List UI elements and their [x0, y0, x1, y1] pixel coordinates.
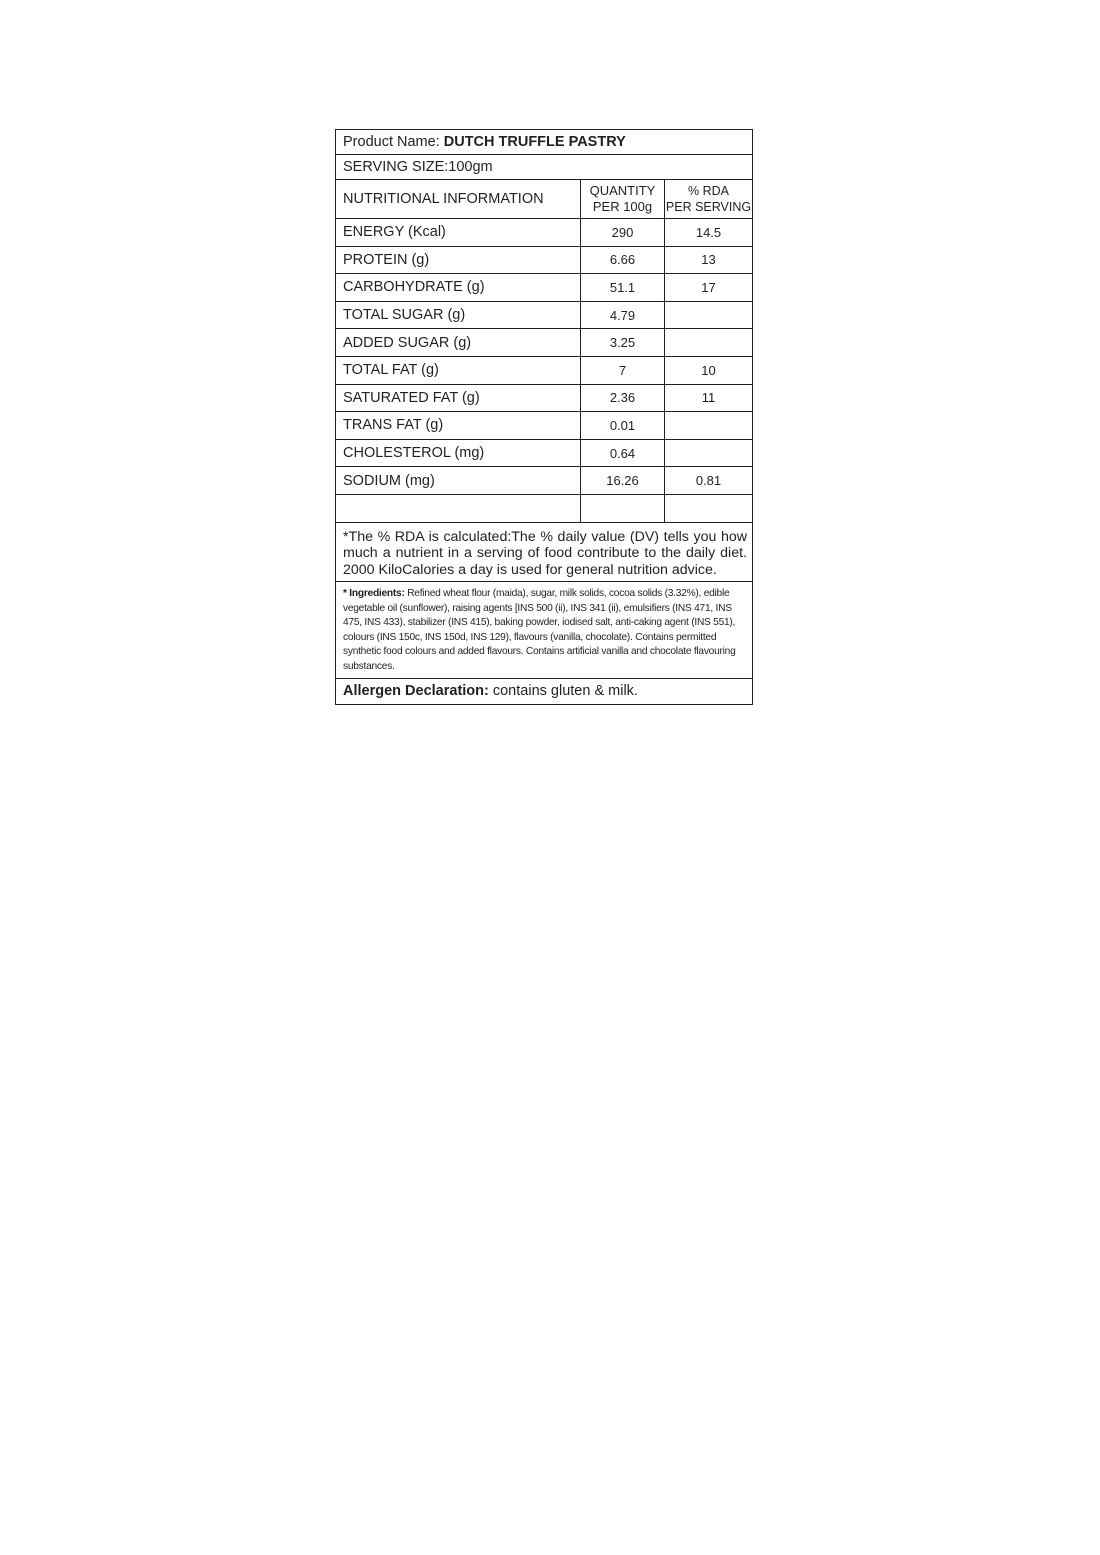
product-name-row: [336, 130, 752, 155]
nutrient-rda: [665, 495, 752, 522]
rda-header-line1: % RDA: [688, 184, 729, 198]
allergen-text: contains gluten & milk.: [488, 683, 638, 700]
table-row: [336, 247, 752, 275]
table-row: [336, 467, 752, 495]
nutrient-quantity: 51.1: [581, 274, 665, 301]
ingredients: [336, 582, 752, 678]
nutrient-name: TRANS FAT (g): [336, 412, 581, 439]
nutrient-rda: 11: [701, 390, 716, 406]
table-header-row: [336, 180, 752, 219]
table-row: [336, 495, 752, 523]
rda-header: [665, 180, 752, 218]
nutrient-name: ENERGY (Kcal): [336, 219, 581, 246]
nutrient-quantity: 0.01: [581, 412, 665, 439]
nutrient-quantity: 2.36: [581, 385, 665, 412]
rda-note-row: [336, 523, 752, 583]
product-name-value: DUTCH TRUFFLE PASTRY: [443, 134, 626, 150]
nutrient-name: CARBOHYDRATE (g): [336, 274, 581, 301]
table-row: [336, 357, 752, 385]
serving-size: SERVING SIZE:100gm: [343, 159, 493, 175]
nutrient-quantity: 7: [581, 357, 665, 384]
ingredients-row: [336, 582, 752, 679]
table-row: [336, 329, 752, 357]
nutrient-name: CHOLESTEROL (mg): [336, 440, 581, 467]
quantity-header: [581, 180, 665, 218]
nutritional-information-header: NUTRITIONAL INFORMATION: [336, 180, 581, 218]
product-name: [336, 130, 633, 154]
nutrient-name: SODIUM (mg): [336, 467, 581, 494]
nutrient-quantity: 6.66: [581, 247, 665, 274]
nutrient-rda: 10: [701, 362, 716, 378]
quantity-header-line2: PER 100g: [592, 199, 653, 214]
nutrition-label: [335, 129, 753, 705]
nutrient-quantity: 290: [581, 219, 665, 246]
table-row: [336, 412, 752, 440]
table-row: [336, 385, 752, 413]
quantity-header-line1: QUANTITY: [589, 183, 656, 198]
ingredients-label: * Ingredients:: [343, 588, 405, 600]
nutrient-rda: [665, 329, 752, 356]
nutrient-name: SATURATED FAT (g): [336, 385, 581, 412]
ingredients-text: Refined wheat flour (maida), sugar, milk solids, cocoa solids (3.32%), edible vegetable oil (sunflower), raising agents [INS 500 (ii), INS 341 (ii), emulsifiers (INS 471, INS 475, INS 433), stabilizer (INS 415), baking powder, iodised salt, anti-caking agent (INS 551), colours (INS 150c, INS 150d, INS 129), flavours (vanilla, chocolate). Contains permitted synthetic food colours and added flavours. Contains artificial vanilla and chocolate flavouring substances.: [343, 588, 736, 672]
nutrient-name: TOTAL SUGAR (g): [336, 302, 581, 329]
rda-note: *The % RDA is calculated:The % daily value (DV) tells you how much a nutrient in a serving of food contribute to the daily diet. 2000 KiloCalories a day is used for general nutrition advice.: [343, 528, 747, 578]
nutrient-name: [336, 495, 581, 522]
nutrient-quantity: 3.25: [581, 329, 665, 356]
nutrient-rda: [665, 412, 752, 439]
table-row: [336, 274, 752, 302]
nutrient-quantity: 4.79: [581, 302, 665, 329]
nutrient-rda: 0.81: [695, 473, 722, 489]
nutrient-rda: 13: [701, 252, 716, 268]
nutrient-rda: [665, 440, 752, 467]
rda-header-line2: PER SERVING: [665, 200, 752, 214]
table-row: [336, 440, 752, 468]
serving-size-row: [336, 155, 752, 180]
nutrient-quantity: 16.26: [581, 467, 665, 494]
nutrient-quantity: 0.64: [581, 440, 665, 467]
product-name-label: Product Name:: [343, 134, 444, 150]
allergen-label: Allergen Declaration:: [343, 683, 489, 700]
nutrient-name: PROTEIN (g): [336, 247, 581, 274]
nutrient-rda: 17: [701, 279, 716, 295]
allergen-row: [336, 679, 752, 704]
nutrient-name: ADDED SUGAR (g): [336, 329, 581, 356]
nutrient-quantity: [581, 495, 665, 522]
nutrient-rda: [665, 302, 752, 329]
nutrient-rda: 14.5: [695, 224, 722, 240]
table-row: [336, 302, 752, 330]
allergen-declaration: [336, 679, 645, 704]
table-row: [336, 219, 752, 247]
nutrient-name: TOTAL FAT (g): [336, 357, 581, 384]
